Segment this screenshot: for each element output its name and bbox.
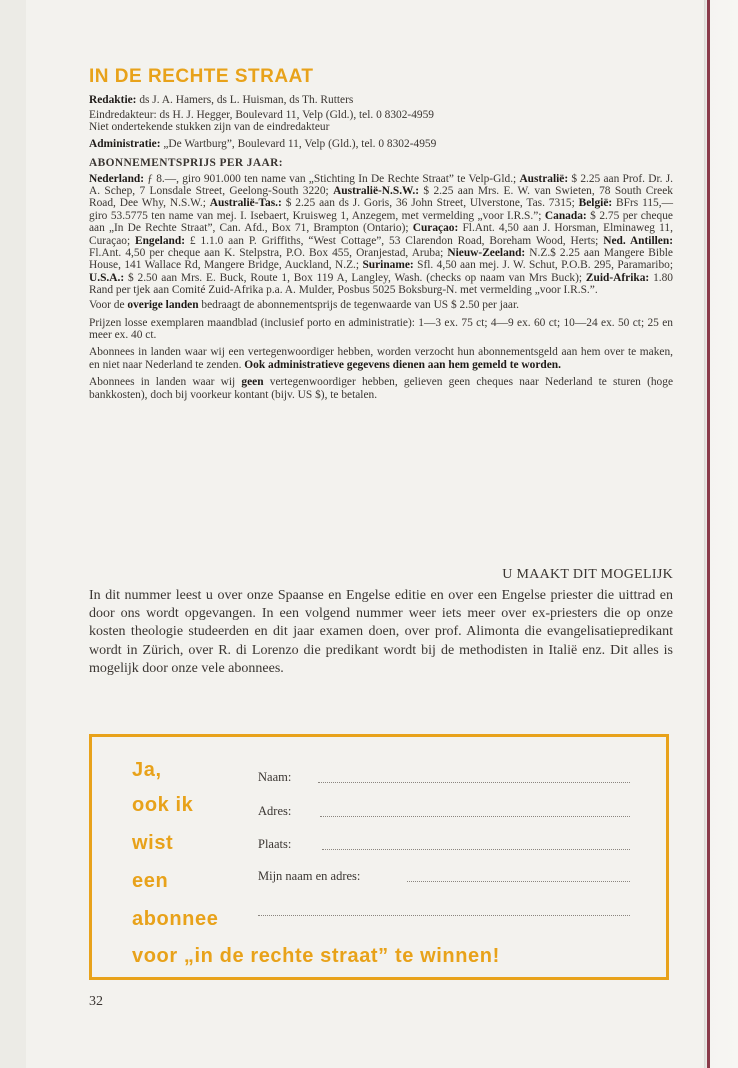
country-label: Australië: <box>519 172 569 185</box>
redaktie-text: ds J. A. Hamers, ds L. Huisman, ds Th. Rutters <box>136 94 354 106</box>
page-number: 32 <box>89 994 103 1009</box>
country-text: $ 2.25 aan ds J. Goris, 36 John Street, Ulverstone, Tas. 7315; <box>281 197 579 210</box>
colophon <box>89 94 673 401</box>
country-label: Canada: <box>544 209 587 222</box>
overige-post: bedraagt de abonnementsprijs de tegenwaarde van US $ 2.50 per jaar. <box>198 299 519 312</box>
country-label: Ned. Antillen: <box>603 234 673 247</box>
mijn-naam-field[interactable] <box>407 881 630 882</box>
country-label: U.S.A.: <box>89 271 125 284</box>
vertegenwoordiger-paragraph <box>89 346 673 371</box>
country-label: Curaçao: <box>412 222 459 235</box>
form-word-een: een <box>132 870 169 892</box>
country-label: Nieuw-Zeeland: <box>447 246 526 259</box>
country-text: 1.80 Rand per tjek aan Comité Zuid-Afrika p.a. A. Mulder, Posbus 5025 Boksburg-N. met vermelding „voor I.R.S.”. <box>89 271 673 297</box>
naam-field[interactable] <box>318 782 630 783</box>
country-text: ƒ 8.—, giro 901.000 ten name van „Stichting In De Rechte Straat” te Velp-Gld.; <box>144 172 520 185</box>
redaktie-line <box>89 94 673 106</box>
geen-pre: Abonnees in landen waar wij <box>89 376 242 389</box>
country-text: BFrs 115,— giro 53.5775 ten name van mej. I. Isebaert, Kruisweg 1, Anzegem, met vermelding „voor I.R.S.”; <box>89 197 673 222</box>
country-text: Fl.Ant. 4,50 aan J. Horsman, Elminaweg 11, Curaçao; <box>89 222 673 247</box>
subscription-form-box <box>89 734 669 980</box>
plaats-label: Plaats: <box>258 837 292 851</box>
binding-edge <box>707 0 710 1068</box>
country-label: Suriname: <box>362 259 414 272</box>
geen-post: vertegenwoordiger hebben, gelieven geen cheques naar Nederland te sturen (hoge bankkosten), doch bij voorkeur kontant (bijv. US $), te betalen. <box>89 376 673 401</box>
mijn-naam-label: Mijn naam en adres: <box>258 869 361 883</box>
country-label: Australië-N.S.W.: <box>333 184 420 197</box>
country-label: België: <box>578 197 613 210</box>
overige-landen-paragraph <box>89 299 673 311</box>
adres-label: Adres: <box>258 804 292 818</box>
form-word-abonnee: abonnee <box>132 908 219 930</box>
form-final-line: voor „in de rechte straat” te winnen! <box>132 945 500 967</box>
administratie-label: Administratie: <box>89 137 161 150</box>
mijn-adres-field[interactable] <box>258 915 630 916</box>
form-word-ja: Ja, <box>132 759 162 781</box>
prijzen-paragraph: Prijzen losse exemplaren maandblad (inclusief porto en administratie): 1—3 ex. 75 ct; 4—9 ex. 60 ct; 10—24 ex. 50 ct; 25 en meer ex. 40 ct. <box>89 316 673 341</box>
country-label: Engeland: <box>135 234 186 247</box>
country-text: £ 1.1.0 aan P. Griffiths, “West Cottage”, 53 Clarendon Road, Boreham Wood, Herts; <box>185 234 604 247</box>
country-text: $ 2.50 aan Mrs. E. Buck, Route 1, Box 119 A, Langley, Wash. (checks op naam van Mrs Buck); <box>124 271 586 284</box>
country-text: $ 2.25 aan Mrs. E. W. van Swieten, 78 South Creek Road, Dee Why, N.S.W.; <box>89 184 673 210</box>
plaats-field[interactable] <box>322 849 630 850</box>
mogelijk-heading: U MAAKT DIT MOGELIJK <box>502 567 673 582</box>
magazine-title: IN DE RECHTE STRAAT <box>89 66 314 87</box>
country-label: Nederland: <box>89 172 145 185</box>
subscription-heading: ABONNEMENTSPRIJS PER JAAR: <box>89 157 283 170</box>
country-label: Australië-Tas.: <box>209 197 282 210</box>
mogelijk-body: In dit nummer leest u over onze Spaanse en Engelse editie en over een Engelse priester die uittrad en door ons wordt opgevangen. In een volgend nummer weer iets meer over ex-priesters die op onze kosten theologie studeerden en dit jaar examen doen, over prof. Alimonta die evangelisatiepredikant wordt in Zürich, over R. di Lorenzo die predikant wordt bij de methodisten in Italië enz. Dit alles is mogelijk door onze vele abonnees. <box>89 588 673 676</box>
overige-bold: overige landen <box>127 299 199 312</box>
form-word-ook-ik: ook ik <box>132 794 194 816</box>
geen-vertegenwoordiger-paragraph <box>89 376 673 401</box>
subscription-countries <box>89 173 673 297</box>
naam-label: Naam: <box>258 770 292 784</box>
administratie-text: „De Wartburg”, Boulevard 11, Velp (Gld.), tel. 0 8302-4959 <box>160 137 437 150</box>
administratie-line <box>89 138 673 150</box>
country-text: $ 2.75 per cheque aan „In De Rechte Straat”, Can. Afd., Box 71, Brampton (Ontario); <box>89 209 673 235</box>
country-text: Fl.Ant. 4,50 per cheque aan K. Stelpstra, P.O. Box 455, Oranjestad, Aruba; <box>89 246 448 259</box>
vert-text: Abonnees in landen waar wij een vertegenwoordiger hebben, worden verzocht hun abonnementsgeld aan hem over te maken, en niet naar Nederland te zenden. <box>89 346 673 371</box>
vert-bold: Ook administratieve gegevens dienen aan hem gemeld te worden. <box>244 358 561 371</box>
disclaimer-line: Niet ondertekende stukken zijn van de eindredakteur <box>89 121 330 134</box>
country-label: Zuid-Afrika: <box>585 271 650 284</box>
redaktie-label: Redaktie: <box>89 94 137 106</box>
country-text: N.Z.$ 2.25 aan Mangere Bible House, 141 Wallace Rd, Mangere Bridge, Auckland, N.Z.; <box>89 246 673 272</box>
adres-field[interactable] <box>320 816 630 817</box>
geen-bold: geen <box>241 376 264 389</box>
eindredakteur-line: Eindredakteur: ds H. J. Hegger, Boulevard 11, Velp (Gld.), tel. 0 8302-4959 <box>89 108 434 121</box>
country-text: $ 2.25 aan Prof. Dr. J. A. Schep, 7 Lonsdale Street, Geelong-South 3220; <box>89 172 673 197</box>
form-word-wist: wist <box>132 832 174 854</box>
overige-pre: Voor de <box>89 299 128 312</box>
country-text: Sfl. 4,50 aan mej. J. W. Schut, P.O.B. 295, Paramaribo; <box>413 259 673 272</box>
